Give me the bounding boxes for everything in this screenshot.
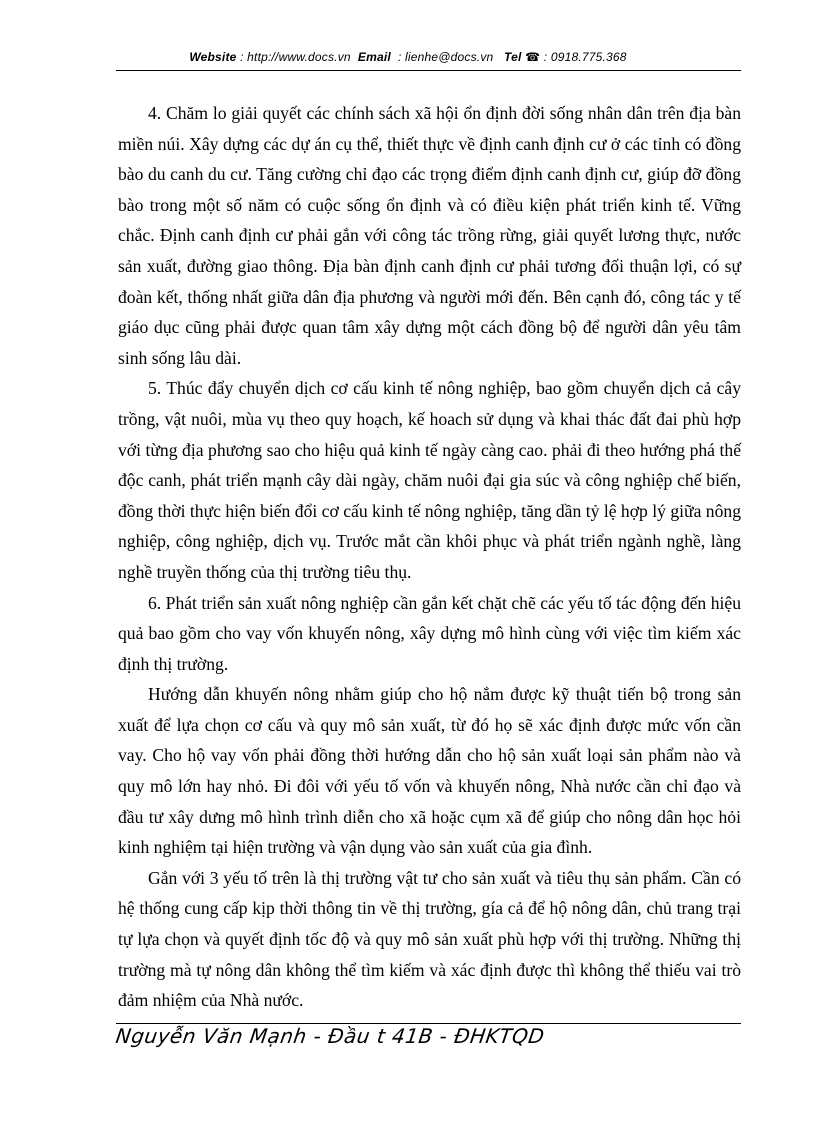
tel-label: Tel: [504, 50, 522, 64]
website-label: Website: [189, 50, 237, 64]
email-label: Email: [357, 50, 391, 64]
phone-icon: ☎: [525, 50, 541, 64]
paragraph-5: 5. Thúc đẩy chuyển dịch cơ cấu kinh tế nông nghiệp, bao gồm chuyển dịch cả cây trồng, vật nuôi, mùa vụ theo quy hoạch, kế hoach sử dụng và khai thác đất đai phù hợp với từng địa phương sao cho hiệu quả kinh tế ngày càng cao. phải đi theo hướng phá thế độc canh, phát triển mạnh cây dài ngày, chăm nuôi đại gia súc và công nghiệp chế biến, đồng thời thực hiện biến đổi cơ cấu kinh tế nông nghiệp, tăng dần tỷ lệ hợp lý giữa nông nghiệp, công nghiệp, dịch vụ. Trước mắt cần khôi phục và phát triển ngành nghề, làng nghề truyền thống của thị trường tiêu thụ.: [118, 378, 741, 582]
page-header: [0, 50, 816, 64]
tel-value: : 0918.775.368: [543, 50, 627, 64]
header-divider: [116, 70, 741, 71]
paragraph-6: 6. Phát triển sản xuất nông nghiệp cần gắn kết chặt chẽ các yếu tố tác động đến hiệu quả bao gồm cho vay vốn khuyến nông, xây dựng mô hình cùng với việc tìm kiếm xác định thị trường.: [118, 592, 741, 674]
website-value: : http://www.docs.vn: [240, 50, 351, 64]
paragraph-market: Gắn với 3 yếu tố trên là thị trường vật tư cho sản xuất và tiêu thụ sản phẩm. Cần có hệ thống cung cấp kịp thời thông tin về thị trường, gía cả để hộ nông dân, chủ trang trại tự lựa chọn và quyết định tốc độ và quy mô sản xuất phù hợp với thị trường. Những thị trường mà tự nông dân không thể tìm kiếm và xác định được thì không thể thiếu vai trò đảm nhiệm của Nhà nước.: [118, 867, 741, 1011]
document-body: [118, 98, 741, 1016]
paragraph-extension-guidance: Hướng dẫn khuyến nông nhằm giúp cho hộ nắm được kỹ thuật tiến bộ trong sản xuất để lựa chọn cơ cấu và quy mô sản xuất, từ đó họ sẽ xác định được mức vốn cần vay. Cho hộ vay vốn phải đồng thời hướng dẫn cho hộ sản xuất loại sản phẩm nào và quy mô lớn hay nhỏ. Đi đôi với yếu tố vốn và khuyến nông, Nhà nước cần chỉ đạo và đầu tư xây dưng mô hình trình diễn cho xã hoặc cụm xã để giúp cho nông dân học hỏi kinh nghiệm tại hiện trường và vận dụng vào sản xuất của gia đình.: [118, 684, 741, 858]
paragraph-4: 4. Chăm lo giải quyết các chính sách xã hội ổn định đời sống nhân dân trên địa bàn miền núi. Xây dựng các dự án cụ thể, thiết thực về định canh định cư ở các tỉnh có đồng bào du canh du cư. Tăng cường chỉ đạo các trọng điểm định canh định cư, giúp đỡ đồng bào trong một số năm có cuộc sống ổn định và có điều kiện phát triển kinh tế. Vững chắc. Định canh định cư phải gắn với công tác trồng rừng, giải quyết lương thực, nước sản xuất, đường giao thông. Địa bàn định canh định cư phải tương đối thuận lợi, có sự đoàn kết, thống nhất giữa dân địa phương và người mới đến. Bên cạnh đó, công tác y tế giáo dục cũng phải được quan tâm xây dựng một cách đồng bộ để người dân yêu tâm sinh sống lâu dài.: [118, 103, 741, 368]
page-footer: Nguyễn Văn Mạnh - Đầu t 41B - ĐHKTQD: [114, 1024, 547, 1048]
email-value: : lienhe@docs.vn: [397, 50, 494, 64]
